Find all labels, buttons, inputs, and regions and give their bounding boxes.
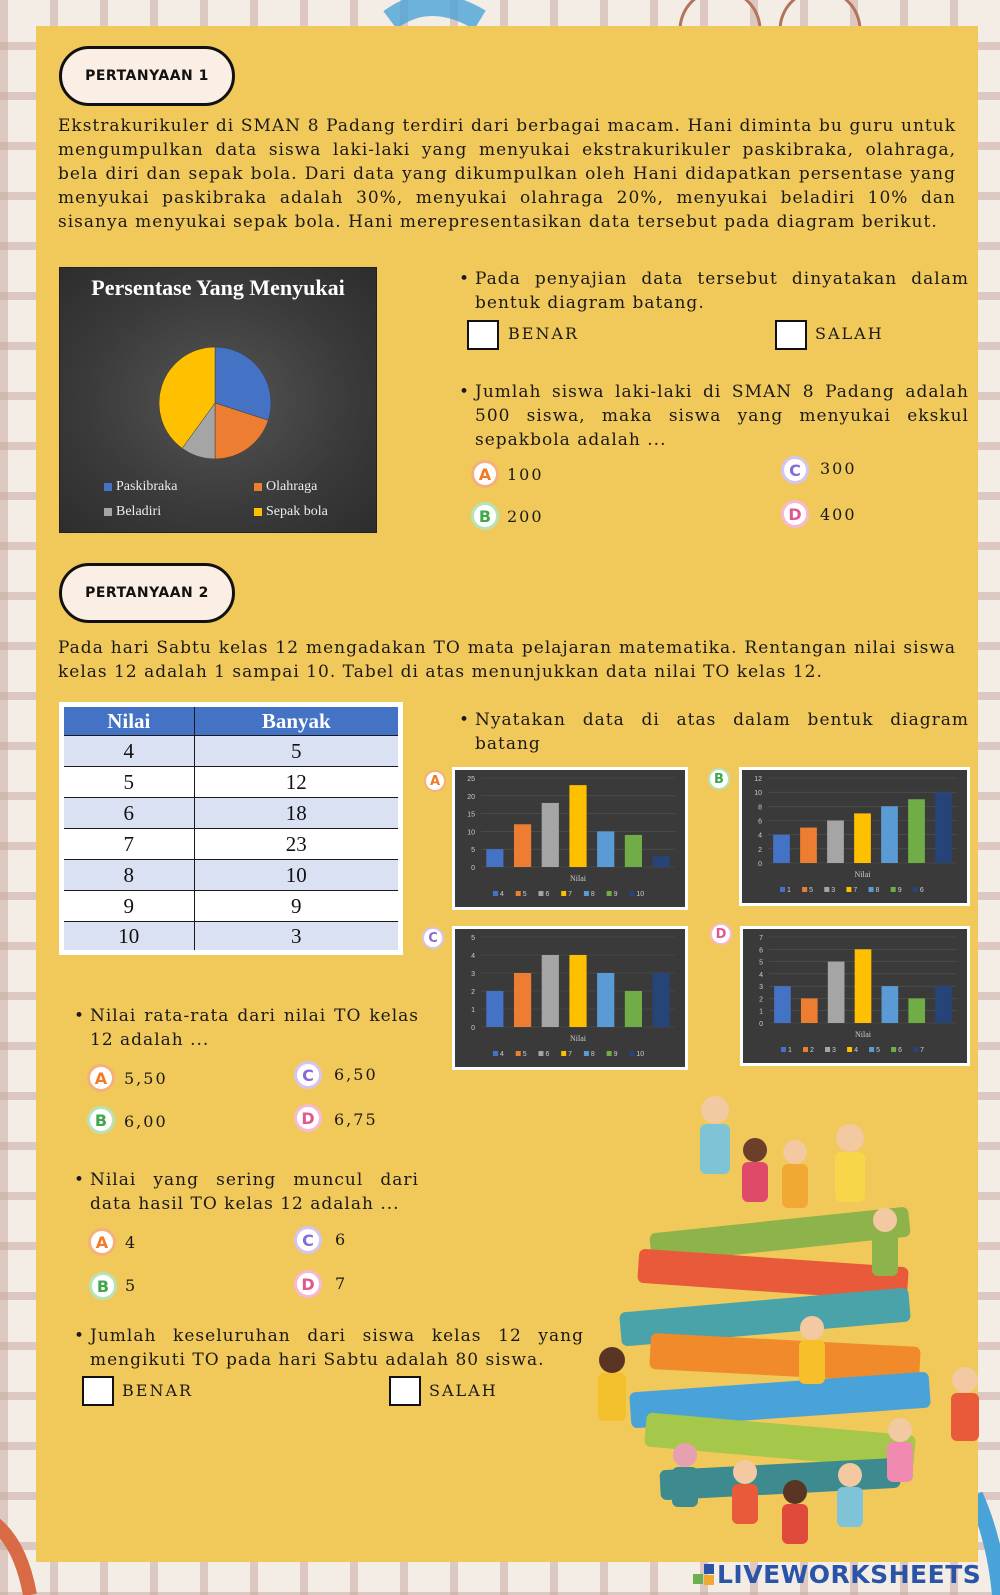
bar-7 bbox=[569, 785, 586, 867]
bar-7 bbox=[569, 955, 586, 1027]
y-tick-label: 8 bbox=[758, 804, 762, 812]
mini-chart-plot bbox=[455, 929, 685, 1067]
table-cell: 12 bbox=[194, 767, 400, 798]
y-tick-label: 15 bbox=[467, 811, 475, 819]
q2-salah-checkbox[interactable] bbox=[389, 1376, 421, 1406]
table-cell: 9 bbox=[194, 891, 400, 922]
legend-swatch bbox=[516, 891, 521, 896]
legend-label: 4 bbox=[500, 891, 504, 898]
legend-swatch bbox=[802, 887, 807, 892]
legend-label: 6 bbox=[545, 1051, 550, 1058]
y-tick-label: 2 bbox=[758, 846, 762, 854]
legend-label: 6 bbox=[545, 891, 550, 898]
legend-swatch bbox=[803, 1047, 808, 1052]
y-tick-label: 5 bbox=[471, 847, 475, 855]
table-cell: 10 bbox=[62, 922, 195, 953]
legend-label: 8 bbox=[590, 891, 595, 898]
y-tick-label: 2 bbox=[759, 996, 763, 1004]
legend-swatch bbox=[104, 508, 112, 516]
x-axis-label: Nilai bbox=[855, 1030, 871, 1039]
legend-swatch bbox=[913, 1047, 918, 1052]
x-axis-label: Nilai bbox=[570, 874, 586, 883]
books-and-students-illustration bbox=[590, 1090, 1000, 1595]
legend-label: 4 bbox=[854, 1047, 858, 1054]
y-tick-label: 5 bbox=[471, 935, 475, 942]
bar-4 bbox=[486, 991, 503, 1027]
y-tick-label: 4 bbox=[758, 832, 762, 840]
q1-option-d-badge[interactable]: D bbox=[781, 500, 809, 528]
legend-label: 5 bbox=[522, 891, 527, 898]
bar-chart-option-d[interactable] bbox=[740, 926, 970, 1066]
q1-salah-checkbox[interactable] bbox=[775, 320, 807, 350]
legend-swatch bbox=[254, 508, 262, 516]
legend-label: 8 bbox=[590, 1051, 595, 1058]
legend-swatch bbox=[629, 891, 634, 896]
q2-statement-mean: • Nilai rata-rata dari nilai TO kelas 12 adalah ... bbox=[74, 1004, 419, 1052]
x-axis-label: Nilai bbox=[854, 870, 871, 879]
table-cell: 9 bbox=[62, 891, 195, 922]
liveworksheets-logo bbox=[693, 1556, 981, 1592]
bar-7 bbox=[854, 813, 871, 863]
legend-label: 3 bbox=[832, 1047, 836, 1054]
legend-olahraga bbox=[254, 479, 317, 495]
bar-6 bbox=[908, 998, 925, 1023]
table-row bbox=[62, 736, 401, 767]
legend-swatch bbox=[607, 891, 612, 896]
logo-mark-icon bbox=[693, 1562, 715, 1586]
table-row bbox=[62, 829, 401, 860]
y-tick-label: 2 bbox=[471, 989, 475, 996]
mode-option-a-badge[interactable]: A bbox=[88, 1228, 116, 1256]
y-tick-label: 10 bbox=[754, 790, 762, 798]
q2-salah-label: SALAH bbox=[429, 1381, 498, 1400]
legend-label: 3 bbox=[831, 887, 836, 894]
legend-swatch bbox=[584, 1051, 589, 1056]
pie-plot bbox=[155, 343, 275, 463]
mode-option-b-value: 5 bbox=[125, 1276, 138, 1295]
q1-option-c-badge[interactable]: C bbox=[781, 456, 809, 484]
bar-chart-option-c[interactable] bbox=[452, 926, 688, 1070]
q1-option-c-value: 300 bbox=[820, 459, 857, 478]
bar-chart-option-a[interactable] bbox=[452, 767, 688, 910]
bar-3 bbox=[827, 821, 844, 864]
q2-statement-mode: • Nilai yang sering muncul dari data hasil TO kelas 12 adalah ... bbox=[74, 1168, 419, 1216]
legend-label: 10 bbox=[636, 891, 645, 898]
table-header-row bbox=[62, 705, 401, 736]
y-tick-label: 3 bbox=[759, 984, 763, 992]
q2-benar-label: BENAR bbox=[122, 1381, 194, 1400]
legend-swatch bbox=[847, 1047, 852, 1052]
legend-swatch bbox=[781, 1047, 786, 1052]
legend-label: 6 bbox=[898, 1047, 903, 1054]
bar-5 bbox=[514, 824, 531, 867]
legend-label: Olahraga bbox=[266, 479, 318, 494]
bar-8 bbox=[881, 806, 898, 863]
mode-option-a-value: 4 bbox=[125, 1233, 138, 1252]
bar-6 bbox=[542, 803, 559, 867]
y-tick-label: 1 bbox=[759, 1008, 763, 1016]
legend-label: 7 bbox=[920, 1047, 925, 1054]
bar-8 bbox=[597, 831, 614, 867]
table-cell: 23 bbox=[194, 829, 400, 860]
legend-paskibraka bbox=[104, 479, 177, 495]
table-header-nilai: Nilai bbox=[62, 705, 195, 736]
y-tick-label: 12 bbox=[754, 776, 762, 783]
q1-benar-label: BENAR bbox=[508, 324, 580, 343]
mean-option-a-value: 5,50 bbox=[124, 1069, 168, 1088]
table-cell: 7 bbox=[62, 829, 195, 860]
y-tick-label: 4 bbox=[471, 953, 475, 960]
y-tick-label: 5 bbox=[759, 959, 763, 967]
legend-swatch bbox=[629, 1051, 634, 1056]
legend-swatch bbox=[561, 891, 566, 896]
legend-swatch bbox=[869, 1047, 874, 1052]
legend-swatch bbox=[846, 887, 851, 892]
legend-label: 9 bbox=[897, 887, 902, 894]
bar-5 bbox=[882, 986, 899, 1023]
bar-7 bbox=[935, 986, 952, 1023]
table-cell: 8 bbox=[62, 860, 195, 891]
table-cell: 5 bbox=[194, 736, 400, 767]
bar-chart-option-b[interactable] bbox=[739, 767, 970, 906]
legend-swatch bbox=[561, 1051, 566, 1056]
q1-option-b-value: 200 bbox=[507, 507, 544, 526]
bar-1 bbox=[774, 986, 791, 1023]
pie-title: Persentase Yang Menyukai bbox=[91, 275, 345, 300]
legend-label: 5 bbox=[876, 1047, 880, 1054]
table-cell: 18 bbox=[194, 798, 400, 829]
legend-swatch bbox=[891, 1047, 896, 1052]
legend-label: 7 bbox=[568, 1051, 573, 1058]
table-row bbox=[62, 891, 401, 922]
legend-sepak-bola bbox=[254, 504, 328, 520]
table-cell: 5 bbox=[62, 767, 195, 798]
bar-1 bbox=[773, 835, 790, 863]
y-tick-label: 0 bbox=[758, 861, 762, 868]
chart-option-c-badge[interactable]: C bbox=[422, 927, 444, 949]
legend-label: 7 bbox=[568, 891, 573, 898]
y-tick-label: 0 bbox=[471, 1025, 475, 1032]
q1-statement-sepakbola: • Jumlah siswa laki-laki di SMAN 8 Padang adalah 500 siswa, maka siswa yang menyukai ekskul sepakbola adalah ... bbox=[459, 380, 969, 452]
bar-5 bbox=[514, 973, 531, 1027]
q1-salah-label: SALAH bbox=[815, 324, 884, 343]
legend-label: 1 bbox=[788, 1047, 792, 1054]
q1-option-b-badge[interactable]: B bbox=[471, 502, 499, 530]
y-tick-label: 10 bbox=[467, 829, 475, 837]
y-tick-label: 0 bbox=[759, 1021, 763, 1028]
legend-label: 9 bbox=[613, 891, 618, 898]
legend-swatch bbox=[538, 1051, 543, 1056]
table-row bbox=[62, 860, 401, 891]
table-row bbox=[62, 922, 401, 953]
bar-6 bbox=[542, 955, 559, 1027]
table-row bbox=[62, 767, 401, 798]
table-cell: 3 bbox=[194, 922, 400, 953]
mean-option-c-value: 6,50 bbox=[334, 1065, 378, 1084]
legend-swatch bbox=[584, 891, 589, 896]
q1-option-d-value: 400 bbox=[820, 505, 857, 524]
q1-option-a-value: 100 bbox=[507, 465, 544, 484]
x-axis-label: Nilai bbox=[570, 1034, 586, 1043]
y-tick-label: 3 bbox=[471, 971, 475, 978]
legend-label: Beladiri bbox=[116, 504, 162, 519]
mean-option-c-badge[interactable]: C bbox=[294, 1061, 322, 1089]
legend-swatch bbox=[493, 1051, 498, 1056]
legend-swatch bbox=[824, 887, 829, 892]
bar-9 bbox=[625, 991, 642, 1027]
legend-swatch bbox=[516, 1051, 521, 1056]
legend-swatch bbox=[780, 887, 785, 892]
question-1-label: PERTANYAAN 1 bbox=[59, 46, 235, 106]
y-tick-label: 7 bbox=[759, 935, 763, 942]
mean-option-d-badge[interactable]: D bbox=[294, 1104, 322, 1132]
mini-chart-plot bbox=[743, 929, 967, 1063]
brand-wordmark: LIVEWORKSHEETS bbox=[717, 1559, 982, 1589]
table-cell: 6 bbox=[62, 798, 195, 829]
pie-chart bbox=[59, 267, 377, 533]
mean-option-d-value: 6,75 bbox=[334, 1110, 378, 1129]
table-row bbox=[62, 798, 401, 829]
legend-label: 8 bbox=[875, 887, 880, 894]
bar-3 bbox=[828, 962, 845, 1023]
legend-label: 9 bbox=[613, 1051, 618, 1058]
legend-swatch bbox=[538, 891, 543, 896]
q2-statement-total: • Jumlah keseluruhan dari siswa kelas 12 yang mengikuti TO pada hari Sabtu adalah 80 siswa. bbox=[74, 1324, 584, 1372]
y-tick-label: 0 bbox=[471, 865, 475, 872]
y-tick-label: 1 bbox=[471, 1007, 475, 1014]
mode-option-d-badge[interactable]: D bbox=[294, 1270, 322, 1298]
bar-2 bbox=[801, 998, 818, 1023]
bar-9 bbox=[625, 835, 642, 867]
bar-10 bbox=[653, 856, 670, 867]
mode-option-b-badge[interactable]: B bbox=[89, 1272, 117, 1300]
bar-9 bbox=[908, 799, 925, 863]
bar-4 bbox=[486, 849, 503, 867]
chart-option-b-badge[interactable]: B bbox=[708, 768, 730, 790]
table-cell: 4 bbox=[62, 736, 195, 767]
chart-option-a-badge[interactable]: A bbox=[424, 770, 446, 792]
legend-swatch bbox=[607, 1051, 612, 1056]
chart-option-d-badge[interactable]: D bbox=[710, 923, 732, 945]
bar-8 bbox=[597, 973, 614, 1027]
mean-option-a-badge[interactable]: A bbox=[87, 1064, 115, 1092]
table-cell: 10 bbox=[194, 860, 400, 891]
y-tick-label: 6 bbox=[759, 947, 763, 955]
mode-option-c-value: 6 bbox=[335, 1230, 348, 1249]
y-tick-label: 25 bbox=[467, 776, 475, 783]
legend-label: 2 bbox=[810, 1047, 814, 1054]
question-2-intro: Pada hari Sabtu kelas 12 mengadakan TO mata pelajaran matematika. Rentangan nilai siswa kelas 12 adalah 1 sampai 10. Tabel di atas menunjukkan data nilai TO kelas 12. bbox=[58, 638, 956, 682]
legend-label: 5 bbox=[809, 887, 814, 894]
q1-benar-checkbox[interactable] bbox=[467, 320, 499, 350]
legend-label: 10 bbox=[636, 1051, 645, 1058]
mini-chart-plot bbox=[742, 770, 967, 903]
bar-6 bbox=[935, 792, 952, 863]
legend-swatch bbox=[493, 891, 498, 896]
legend-swatch bbox=[891, 887, 896, 892]
mode-option-c-badge[interactable]: C bbox=[294, 1226, 322, 1254]
legend-beladiri bbox=[104, 504, 161, 520]
legend-label: 5 bbox=[522, 1051, 527, 1058]
y-tick-label: 4 bbox=[759, 971, 763, 979]
q2-benar-checkbox[interactable] bbox=[82, 1376, 114, 1406]
bar-10 bbox=[653, 973, 670, 1027]
y-tick-label: 20 bbox=[467, 793, 475, 801]
legend-swatch bbox=[254, 483, 262, 491]
legend-label: 1 bbox=[787, 887, 791, 894]
legend-swatch bbox=[104, 483, 112, 491]
bar-4 bbox=[855, 949, 872, 1023]
legend-swatch bbox=[869, 887, 874, 892]
legend-label: Paskibraka bbox=[116, 479, 178, 494]
bar-5 bbox=[800, 828, 817, 863]
question-1-intro: Ekstrakurikuler di SMAN 8 Padang terdiri dari berbagai macam. Hani diminta bu guru untuk mengumpulkan data siswa laki-laki yang menyukai ekstrakurikuler paskibraka, olahraga, bela diri dan sepak bola. Dari data yang dikumpulkan oleh Hani didapatkan persentase yang menyukai paskibraka adalah 30%, menyukai olahraga 20%, menyukai beladiri 10% dan sisanya menyukai sepak bola. Hani merepresentasikan data tersebut pada diagram berikut. bbox=[58, 116, 956, 232]
legend-label: 6 bbox=[919, 887, 924, 894]
q1-statement-chart-type: • Pada penyajian data tersebut dinyatakan dalam bentuk diagram batang. bbox=[459, 267, 969, 315]
legend-swatch bbox=[825, 1047, 830, 1052]
mean-option-b-badge[interactable]: B bbox=[87, 1106, 115, 1134]
table-header-banyak: Banyak bbox=[194, 705, 400, 736]
legend-label: 7 bbox=[853, 887, 858, 894]
y-tick-label: 6 bbox=[758, 818, 762, 826]
q2-statement-bar-chart: • Nyatakan data di atas dalam bentuk diagram batang bbox=[459, 708, 969, 756]
legend-swatch bbox=[913, 887, 918, 892]
nilai-table bbox=[59, 702, 403, 955]
legend-label: 4 bbox=[500, 1051, 504, 1058]
mode-option-d-value: 7 bbox=[335, 1274, 348, 1293]
question-2-label: PERTANYAAN 2 bbox=[59, 563, 235, 623]
mini-chart-plot bbox=[455, 770, 685, 907]
mean-option-b-value: 6,00 bbox=[124, 1112, 168, 1131]
q1-option-a-badge[interactable]: A bbox=[471, 460, 499, 488]
legend-label: Sepak bola bbox=[266, 504, 328, 519]
